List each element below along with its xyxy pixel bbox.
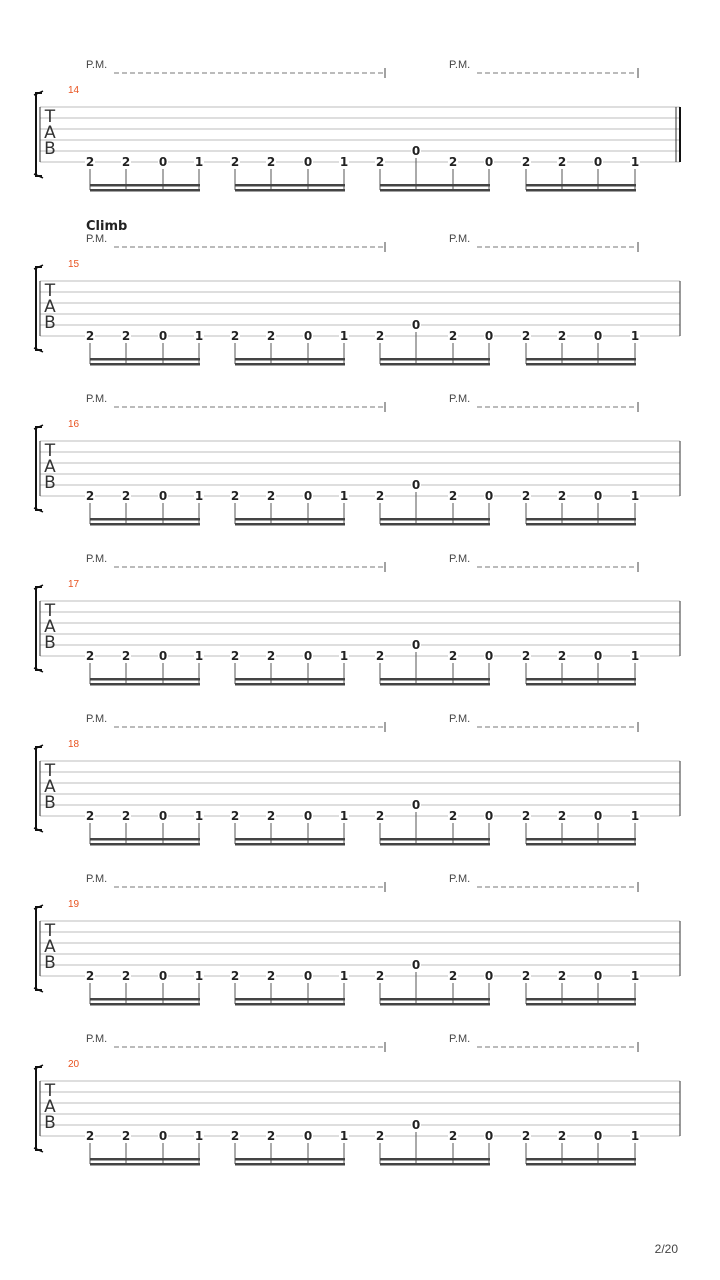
palm-mute-label: P.M. [86, 713, 108, 725]
fret-number: 2 [557, 969, 567, 983]
fret-number: 1 [194, 809, 204, 823]
beam-secondary [235, 189, 345, 192]
tab-clef-letter: A [44, 297, 56, 317]
palm-mute-label: P.M. [86, 233, 108, 245]
fret-number: 2 [375, 489, 385, 503]
palm-mute-label: P.M. [86, 1033, 108, 1045]
system-brace [36, 907, 42, 990]
fret-number: 2 [375, 329, 385, 343]
beam-primary [380, 838, 490, 841]
fret-number: 2 [375, 649, 385, 663]
fret-number: 2 [521, 155, 531, 169]
fret-number: 1 [194, 489, 204, 503]
palm-mute-label: P.M. [86, 59, 108, 71]
beam-secondary [526, 683, 636, 686]
bar-number: 19 [68, 899, 80, 910]
system-brace [36, 587, 42, 670]
beam-secondary [235, 683, 345, 686]
beam-primary [526, 678, 636, 681]
fret-number: 2 [375, 809, 385, 823]
palm-mute-label: P.M. [86, 873, 108, 885]
beam-primary [380, 678, 490, 681]
fret-number: 0 [484, 489, 494, 503]
beam-secondary [526, 1003, 636, 1006]
beam-secondary [235, 363, 345, 366]
fret-number: 2 [448, 1129, 458, 1143]
tab-clef-letter: T [44, 441, 56, 461]
fret-number: 1 [339, 969, 349, 983]
fret-number: 2 [85, 155, 95, 169]
tab-clef-letter: B [44, 473, 56, 493]
fret-number: 1 [339, 1129, 349, 1143]
beam-secondary [380, 843, 490, 846]
fret-number: 1 [630, 1129, 640, 1143]
tab-clef-letter: B [44, 953, 56, 973]
fret-number: 0 [484, 969, 494, 983]
fret-number: 0 [411, 958, 421, 972]
fret-number: 1 [194, 969, 204, 983]
tab-clef-letter: A [44, 777, 56, 797]
fret-number: 0 [411, 1118, 421, 1132]
beam-secondary [380, 363, 490, 366]
system-brace [36, 93, 42, 176]
tab-clef-letter: A [44, 937, 56, 957]
fret-number: 0 [593, 1129, 603, 1143]
fret-number: 2 [121, 809, 131, 823]
fret-number: 2 [230, 969, 240, 983]
palm-mute-label: P.M. [86, 553, 108, 565]
beam-secondary [380, 683, 490, 686]
fret-number: 1 [339, 649, 349, 663]
fret-number: 2 [121, 969, 131, 983]
fret-number: 2 [121, 329, 131, 343]
fret-number: 2 [557, 649, 567, 663]
beam-secondary [526, 189, 636, 192]
fret-number: 2 [557, 329, 567, 343]
beam-primary [526, 838, 636, 841]
fret-number: 0 [593, 969, 603, 983]
tab-clef-letter: T [44, 761, 56, 781]
tab-clef-letter: A [44, 123, 56, 143]
fret-number: 2 [230, 649, 240, 663]
fret-number: 2 [266, 649, 276, 663]
fret-number: 0 [411, 798, 421, 812]
beam-primary [380, 184, 490, 187]
beam-secondary [235, 1163, 345, 1166]
fret-number: 2 [448, 649, 458, 663]
fret-number: 0 [484, 329, 494, 343]
bar-number: 17 [68, 579, 80, 590]
beam-primary [526, 1158, 636, 1161]
beam-secondary [90, 1003, 200, 1006]
beam-primary [90, 518, 200, 521]
fret-number: 0 [411, 318, 421, 332]
fret-number: 1 [630, 649, 640, 663]
fret-number: 2 [448, 489, 458, 503]
fret-number: 2 [521, 809, 531, 823]
tab-clef-letter: B [44, 313, 56, 333]
fret-number: 0 [411, 478, 421, 492]
fret-number: 1 [630, 329, 640, 343]
palm-mute-label: P.M. [86, 393, 108, 405]
fret-number: 2 [521, 489, 531, 503]
beam-primary [90, 678, 200, 681]
beam-primary [90, 184, 200, 187]
fret-number: 1 [339, 809, 349, 823]
fret-number: 2 [230, 1129, 240, 1143]
beam-primary [235, 838, 345, 841]
beam-primary [380, 998, 490, 1001]
section-label: Climb [86, 219, 128, 234]
beam-primary [90, 358, 200, 361]
palm-mute-label: P.M. [449, 873, 471, 885]
fret-number: 2 [121, 649, 131, 663]
fret-number: 0 [158, 649, 168, 663]
fret-number: 0 [484, 1129, 494, 1143]
fret-number: 0 [158, 809, 168, 823]
fret-number: 2 [521, 969, 531, 983]
fret-number: 0 [303, 329, 313, 343]
fret-number: 0 [593, 489, 603, 503]
fret-number: 0 [158, 969, 168, 983]
tab-clef-letter: B [44, 633, 56, 653]
tab-clef-letter: A [44, 617, 56, 637]
fret-number: 2 [230, 809, 240, 823]
fret-number: 2 [521, 329, 531, 343]
fret-number: 2 [266, 1129, 276, 1143]
beam-secondary [526, 523, 636, 526]
system-brace [36, 1067, 42, 1150]
beam-primary [90, 998, 200, 1001]
fret-number: 0 [303, 809, 313, 823]
fret-number: 2 [521, 649, 531, 663]
beam-secondary [90, 189, 200, 192]
fret-number: 2 [85, 329, 95, 343]
fret-number: 2 [448, 329, 458, 343]
beam-secondary [380, 1003, 490, 1006]
fret-number: 2 [85, 1129, 95, 1143]
fret-number: 2 [266, 155, 276, 169]
tab-clef-letter: T [44, 601, 56, 621]
palm-mute-label: P.M. [449, 553, 471, 565]
system-brace [36, 267, 42, 350]
beam-secondary [526, 363, 636, 366]
fret-number: 2 [121, 155, 131, 169]
palm-mute-label: P.M. [449, 713, 471, 725]
fret-number: 1 [630, 155, 640, 169]
fret-number: 2 [557, 489, 567, 503]
palm-mute-label: P.M. [449, 233, 471, 245]
beam-primary [526, 184, 636, 187]
bar-number: 20 [68, 1059, 80, 1070]
beam-secondary [90, 363, 200, 366]
fret-number: 2 [266, 809, 276, 823]
fret-number: 1 [630, 809, 640, 823]
beam-primary [235, 184, 345, 187]
fret-number: 2 [521, 1129, 531, 1143]
fret-number: 2 [266, 489, 276, 503]
fret-number: 0 [303, 1129, 313, 1143]
tab-clef-letter: B [44, 1113, 56, 1133]
tab-clef-letter: A [44, 457, 56, 477]
fret-number: 0 [484, 155, 494, 169]
beam-secondary [526, 843, 636, 846]
fret-number: 2 [375, 155, 385, 169]
fret-number: 2 [121, 489, 131, 503]
fret-number: 0 [593, 155, 603, 169]
fret-number: 2 [121, 1129, 131, 1143]
beam-secondary [380, 189, 490, 192]
beam-secondary [235, 1003, 345, 1006]
fret-number: 0 [593, 649, 603, 663]
fret-number: 2 [230, 155, 240, 169]
fret-number: 2 [448, 969, 458, 983]
beam-primary [380, 1158, 490, 1161]
tab-clef-letter: B [44, 793, 56, 813]
beam-primary [380, 358, 490, 361]
fret-number: 2 [375, 969, 385, 983]
beam-secondary [90, 683, 200, 686]
fret-number: 0 [158, 329, 168, 343]
fret-number: 2 [557, 155, 567, 169]
palm-mute-label: P.M. [449, 1033, 471, 1045]
fret-number: 1 [630, 489, 640, 503]
tab-clef-letter: T [44, 281, 56, 301]
palm-mute-label: P.M. [449, 393, 471, 405]
beam-primary [380, 518, 490, 521]
fret-number: 2 [557, 809, 567, 823]
beam-secondary [380, 1163, 490, 1166]
beam-secondary [90, 843, 200, 846]
fret-number: 0 [484, 649, 494, 663]
beam-primary [90, 838, 200, 841]
page-number: 2/20 [654, 1242, 678, 1256]
fret-number: 0 [303, 155, 313, 169]
beam-primary [526, 518, 636, 521]
beam-primary [526, 358, 636, 361]
fret-number: 0 [303, 969, 313, 983]
fret-number: 1 [194, 1129, 204, 1143]
fret-number: 2 [266, 969, 276, 983]
fret-number: 0 [303, 649, 313, 663]
beam-primary [235, 1158, 345, 1161]
bar-number: 18 [68, 739, 80, 750]
fret-number: 0 [593, 329, 603, 343]
fret-number: 2 [448, 155, 458, 169]
bar-number: 15 [68, 259, 80, 270]
beam-primary [235, 518, 345, 521]
beam-primary [90, 1158, 200, 1161]
fret-number: 2 [230, 329, 240, 343]
bar-number: 16 [68, 419, 80, 430]
beam-secondary [526, 1163, 636, 1166]
fret-number: 2 [85, 969, 95, 983]
fret-number: 1 [194, 155, 204, 169]
fret-number: 1 [194, 329, 204, 343]
beam-primary [235, 358, 345, 361]
fret-number: 2 [448, 809, 458, 823]
fret-number: 0 [411, 144, 421, 158]
bar-number: 14 [68, 85, 80, 96]
fret-number: 1 [339, 155, 349, 169]
beam-secondary [235, 523, 345, 526]
fret-number: 1 [339, 329, 349, 343]
beam-primary [235, 678, 345, 681]
tab-clef-letter: T [44, 1081, 56, 1101]
fret-number: 0 [303, 489, 313, 503]
fret-number: 0 [593, 809, 603, 823]
fret-number: 0 [158, 155, 168, 169]
system-brace [36, 747, 42, 830]
fret-number: 0 [158, 1129, 168, 1143]
beam-secondary [380, 523, 490, 526]
fret-number: 1 [194, 649, 204, 663]
tab-clef-letter: B [44, 139, 56, 159]
tab-clef-letter: T [44, 921, 56, 941]
fret-number: 2 [375, 1129, 385, 1143]
fret-number: 2 [557, 1129, 567, 1143]
fret-number: 2 [85, 649, 95, 663]
fret-number: 0 [158, 489, 168, 503]
fret-number: 0 [484, 809, 494, 823]
fret-number: 2 [266, 329, 276, 343]
system-brace [36, 427, 42, 510]
fret-number: 2 [230, 489, 240, 503]
tab-clef-letter: A [44, 1097, 56, 1117]
fret-number: 2 [85, 809, 95, 823]
beam-primary [526, 998, 636, 1001]
beam-secondary [235, 843, 345, 846]
palm-mute-label: P.M. [449, 59, 471, 71]
beam-secondary [90, 1163, 200, 1166]
fret-number: 2 [85, 489, 95, 503]
fret-number: 1 [630, 969, 640, 983]
tab-clef-letter: T [44, 107, 56, 127]
beam-secondary [90, 523, 200, 526]
fret-number: 0 [411, 638, 421, 652]
beam-primary [235, 998, 345, 1001]
fret-number: 1 [339, 489, 349, 503]
